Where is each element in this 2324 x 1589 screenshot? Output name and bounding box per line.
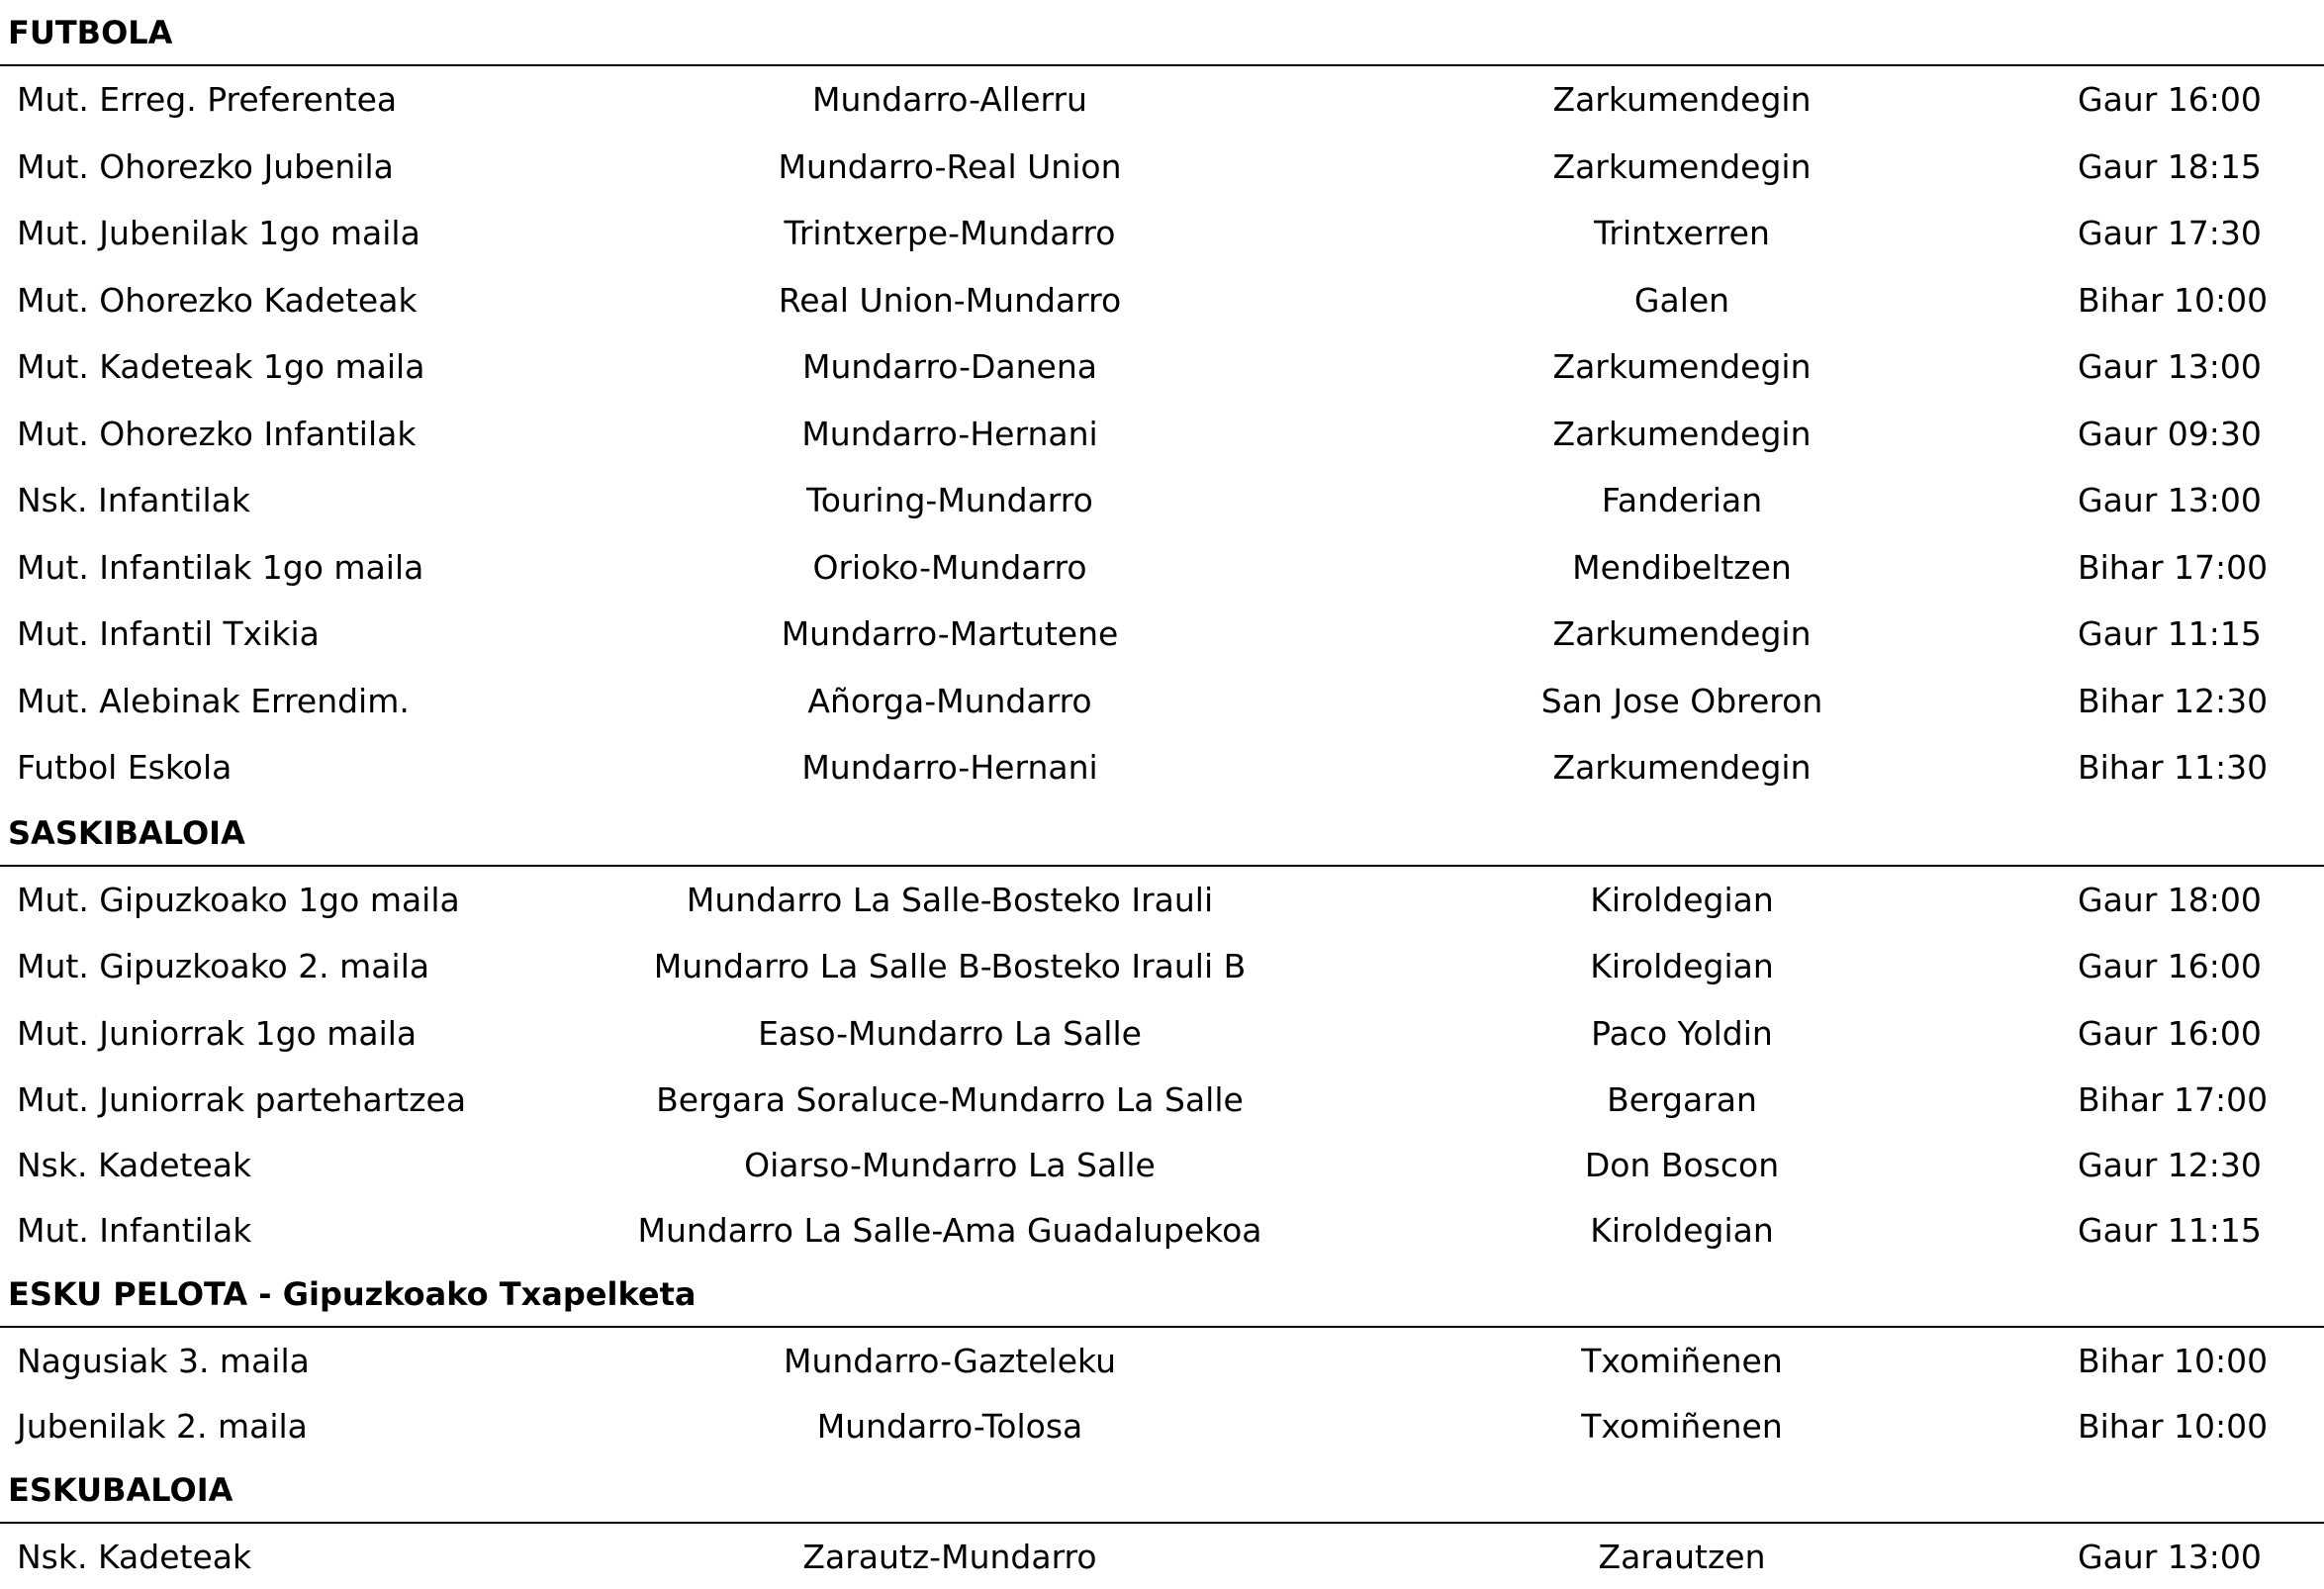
time-cell: Bihar 10:00 bbox=[2078, 1341, 2269, 1380]
match-cell: Mundarro-Martutene bbox=[781, 614, 1119, 654]
category-cell: Mut. Gipuzkoako 2. maila bbox=[17, 947, 430, 986]
match-cell: Mundarro-Hernani bbox=[801, 748, 1098, 788]
category-cell: Mut. Juniorrak 1go maila bbox=[17, 1013, 418, 1053]
time-cell: Gaur 13:00 bbox=[2078, 1537, 2262, 1576]
category-cell: Nsk. Kadeteak bbox=[17, 1537, 252, 1576]
venue-cell: Zarkumendegin bbox=[1552, 414, 1812, 453]
venue-cell: Txomiñenen bbox=[1581, 1341, 1783, 1380]
match-cell: Mundarro-Danena bbox=[802, 347, 1097, 387]
category-cell: Nagusiak 3. maila bbox=[17, 1341, 310, 1380]
category-cell: Nsk. Infantilak bbox=[17, 481, 250, 520]
match-cell: Mundarro La Salle-Bosteko Irauli bbox=[686, 880, 1214, 919]
match-cell: Easo-Mundarro La Salle bbox=[758, 1013, 1142, 1053]
time-cell: Gaur 18:00 bbox=[2078, 880, 2262, 919]
table-row bbox=[0, 867, 2324, 934]
match-cell: Orioko-Mundarro bbox=[812, 547, 1087, 587]
time-cell: Bihar 11:30 bbox=[2078, 748, 2269, 788]
time-cell: Bihar 10:00 bbox=[2078, 280, 2269, 320]
table-row bbox=[0, 601, 2324, 668]
venue-cell: Galen bbox=[1633, 280, 1730, 320]
table-row bbox=[0, 534, 2324, 602]
table-row bbox=[0, 734, 2324, 801]
venue-cell: Don Boscon bbox=[1584, 1145, 1780, 1184]
match-cell: Mundarro-Hernani bbox=[801, 414, 1098, 453]
time-cell: Gaur 13:00 bbox=[2078, 481, 2262, 520]
venue-cell: Kiroldegian bbox=[1590, 947, 1774, 986]
category-cell: Mut. Infantilak 1go maila bbox=[17, 547, 424, 587]
section-header-eskubaloia bbox=[0, 1458, 2324, 1524]
match-cell: Trintxerpe-Mundarro bbox=[784, 214, 1116, 253]
time-cell: Gaur 11:15 bbox=[2078, 614, 2262, 654]
match-cell: Real Union-Mundarro bbox=[778, 280, 1122, 320]
time-cell: Gaur 16:00 bbox=[2078, 947, 2262, 986]
table-row bbox=[0, 467, 2324, 534]
category-cell: Mut. Kadeteak 1go maila bbox=[17, 347, 425, 387]
table-row bbox=[0, 401, 2324, 468]
category-cell: Mut. Infantil Txikia bbox=[17, 614, 320, 654]
category-cell: Mut. Erreg. Preferentea bbox=[17, 80, 398, 120]
table-row bbox=[0, 933, 2324, 1000]
table-row bbox=[0, 267, 2324, 334]
category-cell: Mut. Juniorrak partehartzea bbox=[17, 1079, 467, 1119]
venue-cell: Zarkumendegin bbox=[1552, 80, 1812, 120]
match-cell: Zarautz-Mundarro bbox=[802, 1537, 1097, 1576]
table-row bbox=[0, 134, 2324, 201]
venue-cell: Bergaran bbox=[1607, 1079, 1757, 1119]
section-title: ESKUBALOIA bbox=[8, 1471, 233, 1509]
table-row bbox=[0, 1393, 2324, 1458]
time-cell: Gaur 13:00 bbox=[2078, 347, 2262, 387]
match-cell: Mundarro-Real Union bbox=[778, 146, 1122, 186]
match-cell: Mundarro La Salle B-Bosteko Irauli B bbox=[653, 947, 1247, 986]
venue-cell: Paco Yoldin bbox=[1591, 1013, 1773, 1053]
venue-cell: Zarkumendegin bbox=[1552, 146, 1812, 186]
venue-cell: Txomiñenen bbox=[1581, 1406, 1783, 1446]
venue-cell: Zarautzen bbox=[1598, 1537, 1766, 1576]
venue-cell: Fanderian bbox=[1601, 481, 1763, 520]
time-cell: Bihar 17:00 bbox=[2078, 1079, 2269, 1119]
category-cell: Jubenilak 2. maila bbox=[17, 1406, 308, 1446]
venue-cell: Mendibeltzen bbox=[1572, 547, 1792, 587]
match-cell: Oiarso-Mundarro La Salle bbox=[744, 1145, 1156, 1184]
venue-cell: Kiroldegian bbox=[1590, 1210, 1774, 1250]
section-title: FUTBOLA bbox=[8, 13, 173, 51]
match-cell: Mundarro-Tolosa bbox=[816, 1406, 1083, 1446]
table-row bbox=[0, 200, 2324, 267]
section-header-esku-pelota bbox=[0, 1262, 2324, 1328]
time-cell: Gaur 09:30 bbox=[2078, 414, 2262, 453]
time-cell: Bihar 10:00 bbox=[2078, 1406, 2269, 1446]
category-cell: Futbol Eskola bbox=[17, 748, 232, 788]
venue-cell: Zarkumendegin bbox=[1552, 614, 1812, 654]
time-cell: Bihar 12:30 bbox=[2078, 681, 2269, 720]
time-cell: Bihar 17:00 bbox=[2078, 547, 2269, 587]
table-row bbox=[0, 1197, 2324, 1262]
section-title: ESKU PELOTA - Gipuzkoako Txapelketa bbox=[8, 1275, 697, 1313]
table-row bbox=[0, 1132, 2324, 1197]
category-cell: Mut. Ohorezko Infantilak bbox=[17, 414, 417, 453]
table-row bbox=[0, 1067, 2324, 1132]
table-row bbox=[0, 66, 2324, 134]
category-cell: Mut. Alebinak Errendim. bbox=[17, 681, 410, 720]
table-row bbox=[0, 1524, 2324, 1589]
time-cell: Gaur 17:30 bbox=[2078, 214, 2262, 253]
table-row bbox=[0, 333, 2324, 401]
category-cell: Mut. Gipuzkoako 1go maila bbox=[17, 880, 460, 919]
category-cell: Mut. Ohorezko Kadeteak bbox=[17, 280, 418, 320]
match-cell: Mundarro-Gazteleku bbox=[783, 1341, 1117, 1380]
match-cell: Mundarro La Salle-Ama Guadalupekoa bbox=[637, 1210, 1262, 1250]
match-cell: Mundarro-Allerru bbox=[812, 80, 1087, 120]
table-row bbox=[0, 1000, 2324, 1068]
time-cell: Gaur 16:00 bbox=[2078, 80, 2262, 120]
time-cell: Gaur 11:15 bbox=[2078, 1210, 2262, 1250]
time-cell: Gaur 16:00 bbox=[2078, 1013, 2262, 1053]
time-cell: Gaur 12:30 bbox=[2078, 1145, 2262, 1184]
section-header-saskibaloia bbox=[0, 801, 2324, 867]
match-cell: Añorga-Mundarro bbox=[807, 681, 1092, 720]
category-cell: Mut. Infantilak bbox=[17, 1210, 252, 1250]
table-row bbox=[0, 668, 2324, 735]
venue-cell: Zarkumendegin bbox=[1552, 347, 1812, 387]
category-cell: Mut. Jubenilak 1go maila bbox=[17, 214, 420, 253]
table-row bbox=[0, 1328, 2324, 1393]
venue-cell: Trintxerren bbox=[1594, 214, 1770, 253]
section-title: SASKIBALOIA bbox=[8, 813, 245, 852]
venue-cell: Zarkumendegin bbox=[1552, 748, 1812, 788]
section-header-futbola bbox=[0, 0, 2324, 66]
venue-cell: San Jose Obreron bbox=[1540, 681, 1823, 720]
match-cell: Touring-Mundarro bbox=[806, 481, 1093, 520]
venue-cell: Kiroldegian bbox=[1590, 880, 1774, 919]
match-cell: Bergara Soraluce-Mundarro La Salle bbox=[656, 1079, 1244, 1119]
category-cell: Mut. Ohorezko Jubenila bbox=[17, 146, 394, 186]
category-cell: Nsk. Kadeteak bbox=[17, 1145, 252, 1184]
time-cell: Gaur 18:15 bbox=[2078, 146, 2262, 186]
